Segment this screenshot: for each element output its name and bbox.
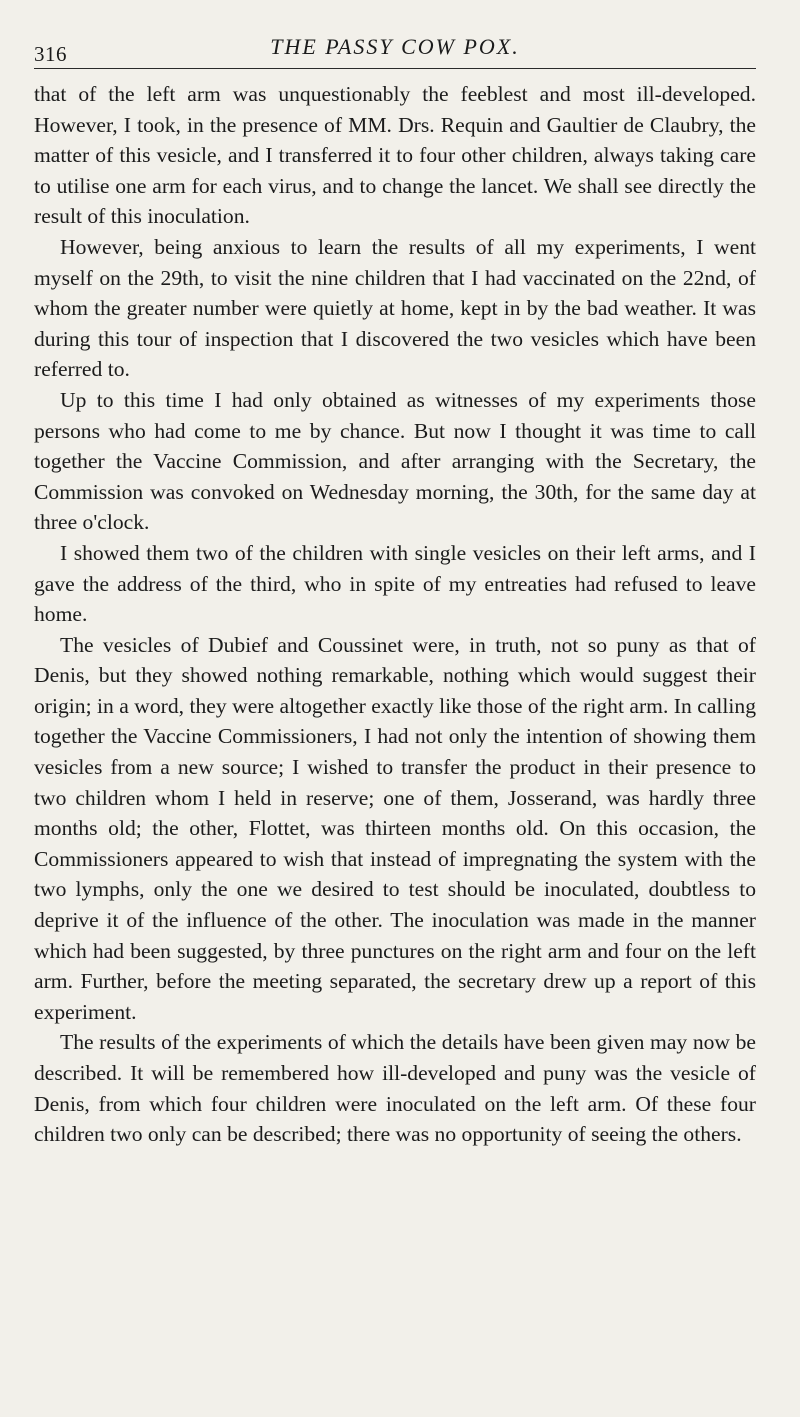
- paragraph: I showed them two of the children with single vesicles on their left arms, and I gave the address of the third, who in spite of my entreaties had refused to leave home.: [34, 540, 756, 627]
- paragraph: The results of the experiments of which the details have been given may now be described. It will be remembered how ill-developed and puny was the vesicle of Denis, from which four children were inoculated on the left arm. Of these four children two only can be described; there was no opportunity of seeing the others.: [34, 1030, 756, 1147]
- paragraph: However, being anxious to learn the results of all my experiments, I went myself on the 29th, to visit the nine children that I had vaccinated on the 22nd, of whom the greater number were quietly at home, kept in by the bad weather. It was during this tour of inspection that I discovered the two vesicles which have been referred to.: [34, 234, 756, 382]
- paragraph-continued: that of the left arm was unquestionably the feeblest and most ill-developed. However, I took, in the presence of MM. Drs. Requin and Gaultier de Claubry, the matter of this vesicle, and I transferred it to four other children, always taking care to utilise one arm for each virus, and to change the lancet. We shall see directly the result of this inoculation.: [34, 82, 756, 229]
- paragraph: Up to this time I had only obtained as witnesses of my experiments those persons who had come to me by chance. But now I thought it was time to call together the Vaccine Commission, and after arranging with the Secretary, the Commission was convoked on Wednesday morning, the 30th, for the same day at three o'clock.: [34, 387, 756, 535]
- body-text: [34, 79, 756, 1150]
- running-title: THE PASSY COW POX.: [270, 34, 520, 59]
- page-header: [34, 28, 756, 69]
- paragraph: The vesicles of Dubief and Coussinet were, in truth, not so puny as that of Denis, but they showed nothing remarkable, nothing which would suggest their origin; in a word, they were altogether exactly like those of the right arm. In calling together the Vaccine Commissioners, I had not only the intention of showing them vesicles from a new source; I wished to transfer the product in their presence to two children whom I held in reserve; one of them, Josserand, was hardly three months old; the other, Flottet, was thirteen months old. On this occasion, the Commissioners appeared to wish that instead of impregnating the system with the two lymphs, only the one we desired to test should be inoculated, doubtless to deprive it of the influence of the other. The inoculation was made in the manner which had been suggested, by three punctures on the right arm and four on the left arm. Further, before the meeting separated, the secretary drew up a report of this experiment.: [34, 632, 756, 1024]
- page-number: 316: [34, 42, 67, 66]
